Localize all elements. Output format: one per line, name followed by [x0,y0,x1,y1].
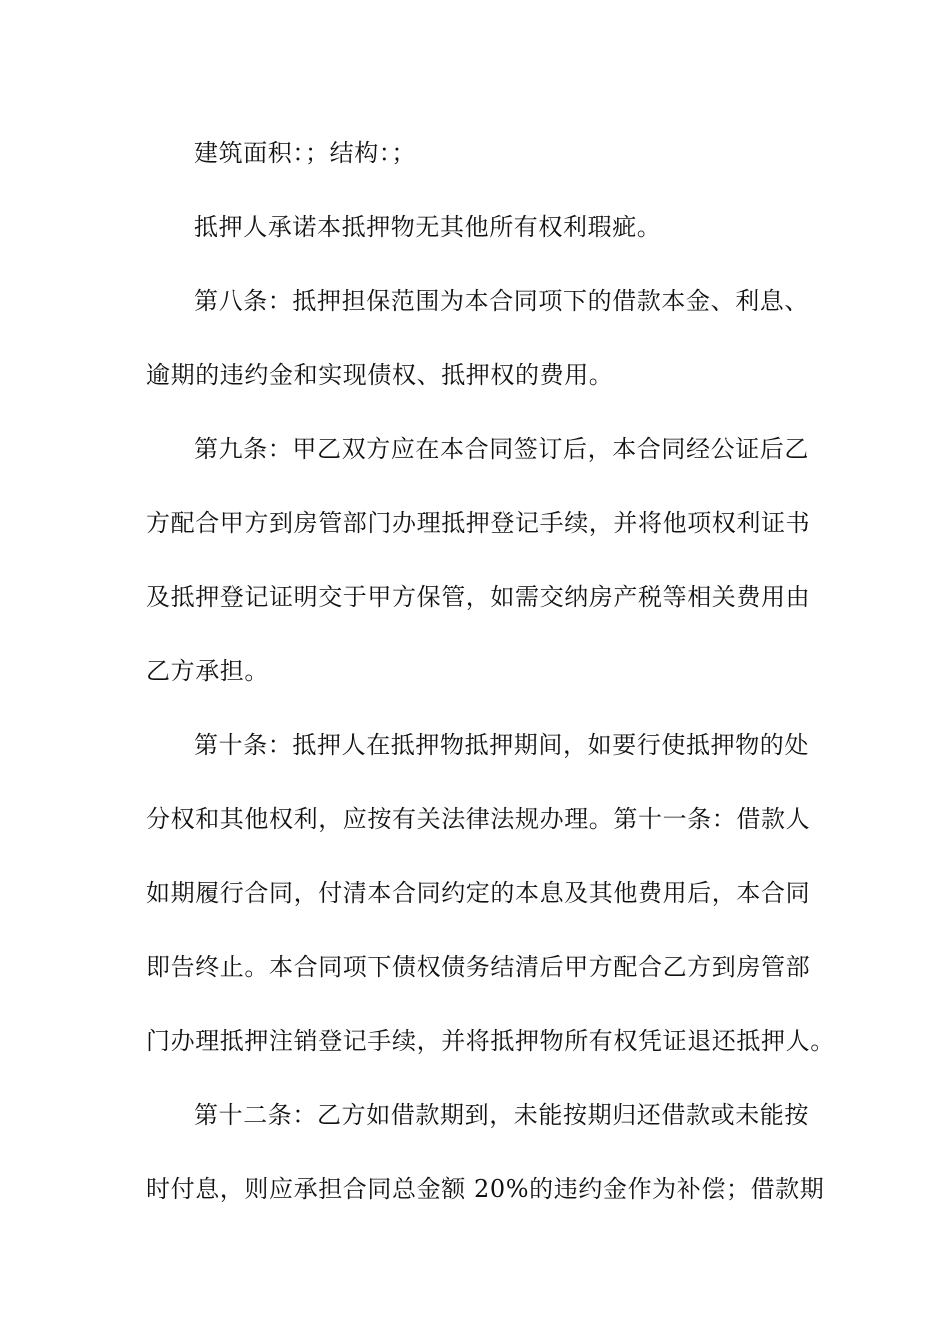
text-line: 及抵押登记证明交于甲方保管，如需交纳房产税等相关费用由 [146,583,811,611]
text-line: 第八条：抵押担保范围为本合同项下的借款本金、利息、 [194,287,809,315]
text-line: 即告终止。本合同项下债权债务结清后甲方配合乙方到房管部 [146,953,811,981]
text-line: 乙方承担。 [146,657,269,685]
text-line: 方配合甲方到房管部门办理抵押登记手续，并将他项权利证书 [146,509,811,537]
text-line: 第十二条：乙方如借款期到，未能按期归还借款或未能按 [194,1101,809,1129]
text-line: 第九条：甲乙双方应在本合同签订后，本合同经公证后乙 [194,435,809,463]
text-line: 时付息，则应承担合同总金额 20%的违约金作为补偿；借款期 [146,1175,825,1203]
text-line: 建筑面积：；结构：； [194,139,416,167]
text-line: 分权和其他权利，应按有关法律法规办理。第十一条：借款人 [146,805,811,833]
text-line: 第十条：抵押人在抵押物抵押期间，如要行使抵押物的处 [194,731,809,759]
text-line: 抵押人承诺本抵押物无其他所有权利瑕疵。 [194,213,662,241]
text-line: 门办理抵押注销登记手续，并将抵押物所有权凭证退还抵押人。 [146,1027,835,1055]
text-line: 如期履行合同，付清本合同约定的本息及其他费用后，本合同 [146,879,811,907]
text-line: 逾期的违约金和实现债权、抵押权的费用。 [146,361,614,389]
